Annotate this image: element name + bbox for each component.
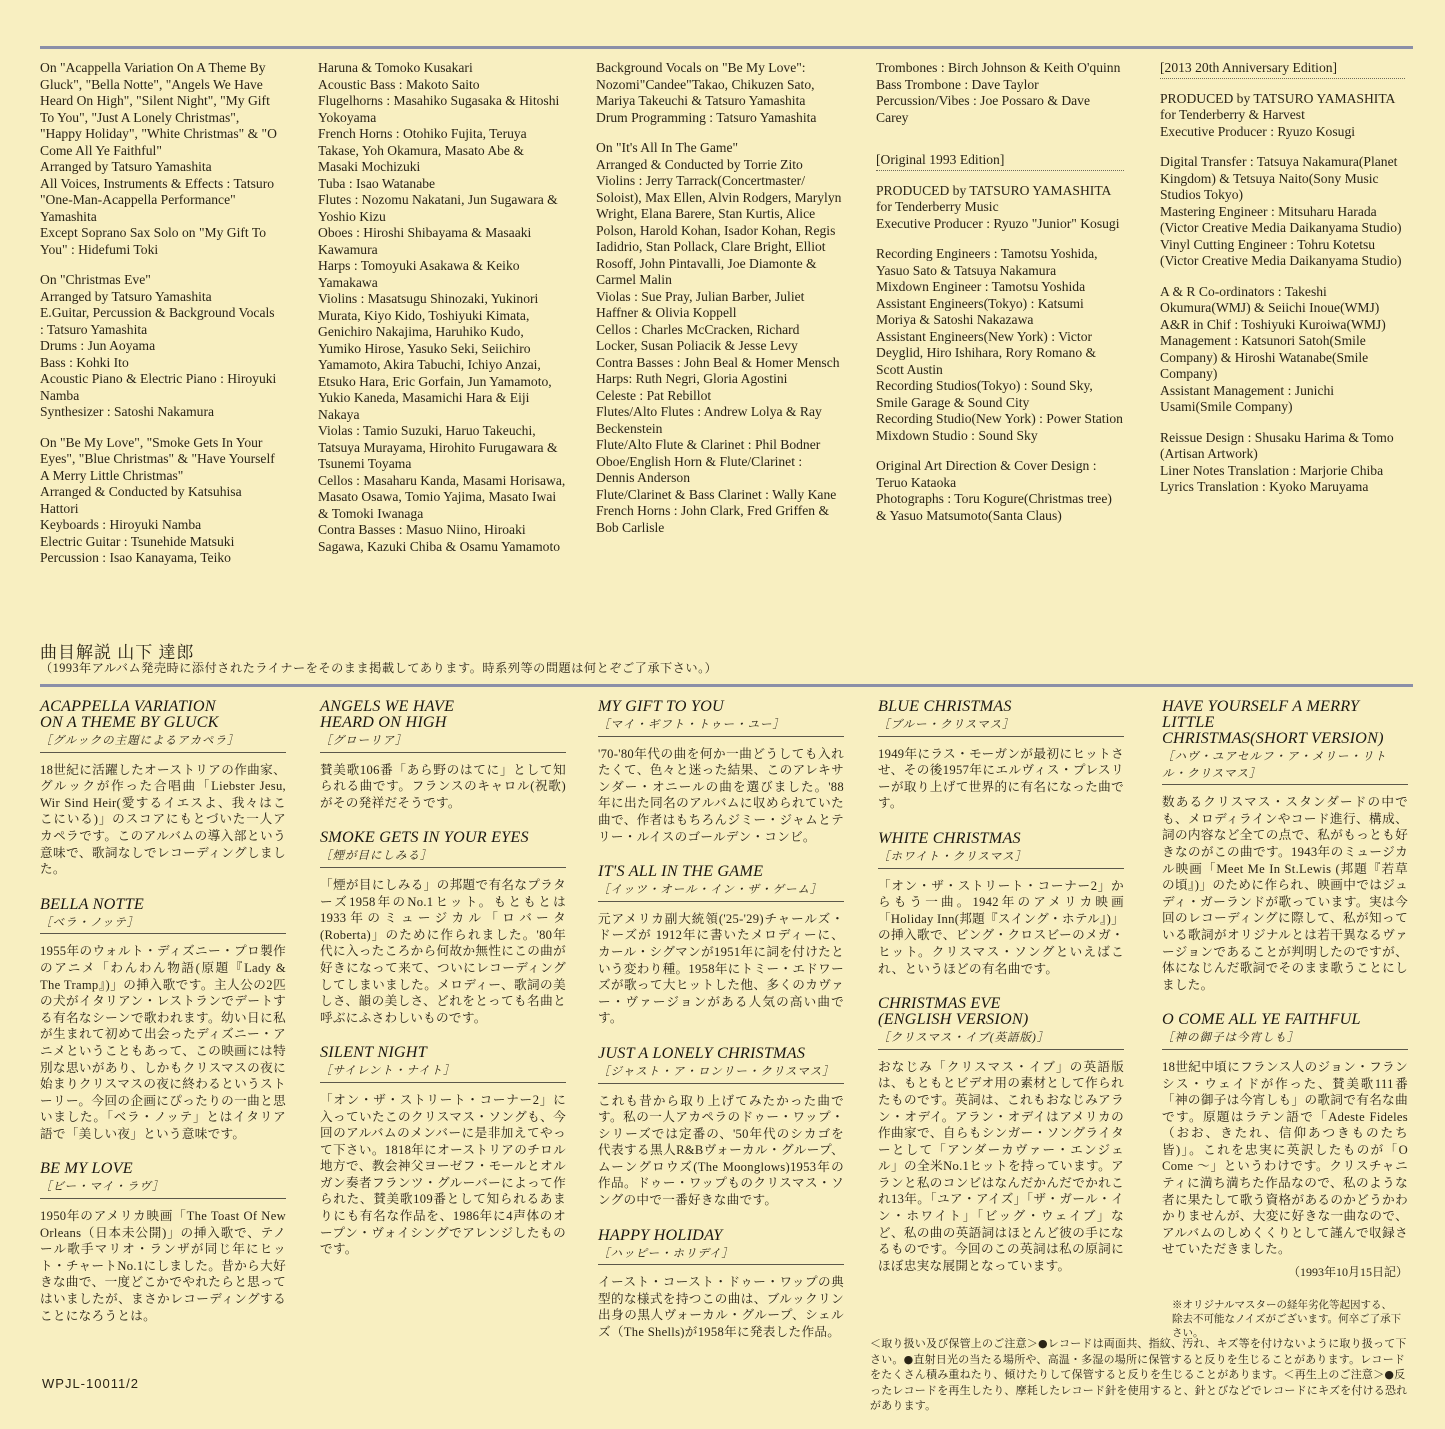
- credits-paragraph: Original Art Direction & Cover Design : Teruo Kataoka Photographs : Toru Kogure(Christmas tree) & Yasuo Matsumoto(Santa Claus): [876, 458, 1112, 523]
- credits-paragraph: Background Vocals on "Be My Love": Nozomi"Candee"Takao, Chikuzen Sato, Mariya Takeuchi & Tatsuro Yamashita Drum Programming : Tatsuro Yamashita: [596, 60, 817, 125]
- song-title-japanese: ［ブルー・クリスマス］: [878, 717, 1124, 737]
- song-title-japanese: ［ハッピー・ホリデイ］: [598, 1246, 844, 1266]
- song-description: これも昔から取り上げてみたかった曲です。私の一人アカペラのドゥー・ワップ・シリーズでは定番の、'50年代のシカゴを代表する黒人R&Bヴォーカル・グループ、ムーングロウズ(The Moonglows)1953年の作品。ドゥー・ワップものクリスマス・ソングの中で一番好きな曲です。: [598, 1093, 844, 1208]
- song-note: [598, 863, 844, 1027]
- song-description: 1949年にラス・モーガンが最初にヒットさせ、その後1957年にエルヴィス・プレスリーが取り上げて世界的に有名になった曲です。: [878, 746, 1124, 811]
- song-description: 1950年のアメリカ映画「The Toast Of New Orleans（日本未公開)」の挿入歌で、テノール歌手マリオ・ランザが同じ年にヒット・チャートNo.1にしました。昔から大好きな曲で、一度どこかでやれたらと思ってはいましたが、まさかレコーディングすることになろうとは。: [40, 1209, 286, 1323]
- song-note: [1162, 1011, 1408, 1280]
- notes-subtitle: （1993年アルバム発売時に添付されたライナーをそのまま掲載してあります。時系列等の問題は何とぞご了承下さい。）: [40, 661, 718, 675]
- song-note: [878, 995, 1124, 1274]
- song-title-japanese: ［ビー・マイ・ラヴ］: [40, 1179, 286, 1199]
- notes-column-1: [40, 698, 286, 1342]
- written-date: （1993年10月15日記）: [1287, 1265, 1408, 1280]
- song-description: 18世紀に活躍したオーストリアの作曲家、グルックが作った合唱曲「Liebster Jesu, Wir Sind Heir(愛するイエスよ、我々はここにいる)」のスコアにもとづいた一人アカペラです。このアルバムの導入部という意味で、歌詞なしでレコーディングしました。: [40, 762, 286, 877]
- credits-paragraph: Haruna & Tomoko Kusakari Acoustic Bass : Makoto Saito Flugelhorns : Masahiko Sugasaka & Hitoshi Yokoyama French Horns : Otohiko Fujita, Teruya Takase, Yoh Okamura, Masato Abe & Masaki Mochizuki Tuba : Isao Watanabe Flutes : Nozomu Nakatani, Jun Sugawara & Yoshio Kizu Oboes : Hiroshi Shibayama & Masaaki Kawamura Harps : Tomoyuki Asakawa & Keiko Yamakawa Violins : Masatsugu Shinozaki, Yukinori Murata, Kiyo Kido, Toshiyuki Kimata, Genichiro Nakajima, Haruhiko Kudo, Yumiko Hirose, Yasuko Seki, Seiichiro Yamamoto, Akira Tabuchi, Ichiyo Anzai, Etsuko Hara, Eric Gorfain, Jun Yamamoto, Yukio Kaneda, Masamichi Hara & Eiji Nakaya Violas : Tamio Suzuki, Haruo Takeuchi, Tatsuya Murayama, Hirohito Furugawara & Tsunemi Toyama Cellos : Masaharu Kanda, Masami Horisawa, Masato Osawa, Tomio Yajima, Masato Iwai & Tomoki Iwanaga Contra Basses : Masuo Niino, Hiroaki Sagawa, Kazuki Chiba & Osamu Yamamoto: [318, 60, 566, 554]
- top-rule: [40, 46, 1413, 49]
- song-title-japanese: ［神の御子は今宵しも］: [1162, 1030, 1408, 1050]
- remaster-notice: ※オリジナルマスターの経年劣化等起因する、 除去不可能なノイズがございます。何卒ご了承下さい。: [1172, 1299, 1402, 1339]
- credits-column-2: [318, 60, 566, 569]
- song-description: 元アメリカ副大統領('25-'29)チャールズ・ドーズが 1912年に書いたメロディーに、カール・シグマンが1951年に詞を付けたという変わり種。1958年にトミー・エドワーズが歌って大ヒットした他、多くのカヴァー・ヴァージョンがある人気の高い曲です。: [598, 911, 844, 1026]
- song-title: JUST A LONELY CHRISTMAS: [598, 1043, 806, 1062]
- song-note: [598, 1045, 844, 1209]
- song-title-japanese: ［マイ・ギフト・トゥー・ユー］: [598, 717, 844, 737]
- song-description: '70-'80年代の曲を何か一曲どうしても入れたくて、色々と迷った結果、このアレキサンダー・オニールの曲を選びました。'88年に出た同名のアルバムに収められていた曲で、作者はもちろんジミー・ジャムとテリー・ルイスのゴールデン・コンビ。: [598, 746, 844, 844]
- song-title-japanese: ［グルックの主題によるアカペラ］: [40, 733, 286, 753]
- notes-column-3: [598, 698, 844, 1359]
- song-title: BELLA NOTTE: [40, 894, 145, 913]
- credits-paragraph: A & R Co-ordinators : Takeshi Okumura(WMJ) & Seiichi Inoue(WMJ) A&R in Chif : Toshiyuki Kuroiwa(WMJ) Management : Katsunori Satoh(Smile Company) & Hiroshi Watanabe(Smile Company) Assistant Management : Junichi Usami(Smile Company): [1160, 283, 1386, 414]
- song-note: [40, 698, 286, 878]
- credits-paragraph: PRODUCED by TATSURO YAMASHITA for Tenderberry & Harvest Executive Producer : Ryuzo Kosugi: [1160, 90, 1396, 139]
- edition-heading-original: [Original 1993 Edition]: [876, 152, 1124, 171]
- credits-column-5: [1160, 60, 1405, 510]
- song-description: おなじみ「クリスマス・イブ」の英語版は、もともとビデオ用の素材として作られたものです。英詞は、これもおなじみアラン・オデイ。アラン・オデイはアメリカの作曲家で、自らもシンガー・ソングライターとして「アンダーカヴァー・エンジェル」の全米No.1ヒットを持っています。アランと私のコンビはなんだかんだでかれこれ13年。「ユア・アイズ」「ザ・ガール・イン・ホワイト」「ビッグ・ウェイブ」など、私の曲の英語詞はほとんど彼の手になるものです。今回のこの英詞は私の原詞にほぼ忠実な展開となっています。: [878, 1059, 1124, 1273]
- song-title-japanese: ［ホワイト・クリスマス］: [878, 849, 1124, 869]
- song-title-japanese: ［クリスマス・イブ(英語版)］: [878, 1030, 1124, 1050]
- song-title-japanese: ［グローリア］: [320, 733, 566, 753]
- song-title-japanese: ［ハヴ・ユアセルフ・ア・メリー・リトル・クリスマス］: [1162, 749, 1408, 785]
- song-description: イースト・コースト・ドゥー・ワップの典型的な様式を持つこの曲は、ブルックリン出身の黒人ヴォーカル・グループ、シェルズ（The Shells)が1958年に発表した作品。: [598, 1275, 844, 1340]
- notes-title: 曲目解説 山下 達郎: [40, 643, 195, 662]
- credits-paragraph: On "Be My Love", "Smoke Gets In Your Eyes", "Blue Christmas" & "Have Yourself A Merry Little Christmas" Arranged & Conducted by Katsuhisa Hattori Keyboards : Hiroyuki Namba Electric Guitar : Tsunehide Matsuki Percussion : Isao Kanayama, Teiko: [40, 434, 275, 565]
- credits-paragraph: Recording Engineers : Tamotsu Yoshida, Yasuo Sato & Tatsuya Nakamura Mixdown Engineer : Tamotsu Yoshida Assistant Engineers(Tokyo) : Katsumi Moriya & Satoshi Nakazawa Assistant Engineers(New York) : Victor Deyglid, Hiro Ishihara, Rory Romano & Scott Austin Recording Studios(Tokyo) : Sound Sky, Smile Garage & Sound City Recording Studio(New York) : Power Station Mixdown Studio : Sound Sky: [876, 246, 1123, 443]
- song-note: [320, 698, 566, 811]
- song-note: [598, 1227, 844, 1341]
- song-title: SILENT NIGHT: [320, 1043, 427, 1062]
- song-note: [598, 698, 844, 845]
- song-title-japanese: ［サイレント・ナイト］: [320, 1063, 566, 1083]
- song-description: 「煙が目にしみる」の邦題で有名なプラターズ1958年のNo.1ヒット。もともとは 1933年のミュージカル「ロバータ(Roberta)」のために作られました。'80年代に入ったころから何故か無性にこの曲が好きになって来て、ついにレコーディングしてしまいました。メロディー、歌詞の美しさ、韻の美しさ、どれをとっても名曲と呼ぶにふさわしいものです。: [320, 877, 566, 1025]
- song-note: [40, 896, 286, 1143]
- credits-paragraph: Reissue Design : Shusaku Harima & Tomo (Artisan Artwork) Liner Notes Translation : Marjorie Chiba Lyrics Translation : Kyoko Maruyama: [1160, 429, 1394, 494]
- notes-column-5: [1162, 698, 1408, 1341]
- credits-paragraph: Digital Transfer : Tatsuya Nakamura(Planet Kingdom) & Tetsuya Naito(Sony Music Studios Tokyo) Mastering Engineer : Mitsuharu Harada (Victor Creative Media Daikanyama Studio) Vinyl Cutting Engineer : Tohru Kotetsu (Victor Creative Media Daikanyama Studio): [1160, 154, 1402, 268]
- song-title: SMOKE GETS IN YOUR EYES: [320, 828, 529, 847]
- credits-paragraph: PRODUCED by TATSURO YAMASHITA for Tenderberry Music Executive Producer : Ryuzo "Junior" Kosugi: [876, 182, 1120, 231]
- song-title: BE MY LOVE: [40, 1159, 133, 1178]
- song-description: 数あるクリスマス・スタンダードの中でも、メロディラインやコード進行、構成、詞の内容など全ての点で、私がもっとも好きなのがこの曲です。1943年のミュージカル映画「Meet Me In St.Lewis (邦題『若草の頃』)」のために作られ、映画中ではジュディ・ガーランドが歌っています。実は今回のレコーディングに際して、私が知っている歌詞がオリジナルとは若干異なるヴァージョンであることが判明したのですが、体になじんだ歌詞でそのまま歌うことにしました。: [1162, 795, 1408, 992]
- song-note: [878, 698, 1124, 812]
- song-title: ACAPPELLA VARIATION ON A THEME BY GLUCK: [40, 697, 219, 731]
- middle-rule: [40, 684, 1413, 687]
- song-note: [320, 829, 566, 1026]
- edition-heading-anniversary: [2013 20th Anniversary Edition]: [1160, 60, 1405, 79]
- credits-section: [40, 60, 1412, 580]
- song-title: MY GIFT TO YOU: [598, 697, 724, 715]
- song-title: ANGELS WE HAVE HEARD ON HIGH: [320, 697, 455, 731]
- song-title: IT'S ALL IN THE GAME: [598, 862, 764, 881]
- credits-column-3: [596, 60, 844, 550]
- catalog-number: WPJL-10011/2: [42, 1376, 140, 1391]
- song-title: O COME ALL YE FAITHFUL: [1162, 1010, 1361, 1029]
- song-description: 「オン・ザ・ストリート・コーナー2」に入っていたこのクリスマス・ソングも、今回のアルバムのメンバーに是非加えてやって下さい。1818年にオーストリアのチロル地方で、教会神父ヨーゼフ・モールとオルガン奏者フランツ・グルーバーによって作られた、賛美歌109番として知られるあまりにも有名な作品を、1986年に4声体のオープン・ヴォイシングでアレンジしたものです。: [320, 1092, 566, 1257]
- song-title-japanese: ［煙が目にしみる］: [320, 848, 566, 868]
- handling-care-notice: ＜取り扱い及び保管上のご注意＞●レコードは両面共、指紋、汚れ、キズ等を付けないように取り扱って下さい。●直射日光の当たる場所や、高温・多湿の場所に保管すると反りを生じることがあります。レコードをたくさん積み重ねたり、傾けたりして保管すると反りを生じることがあります。＜再生上のご注意＞●反ったレコードを再生したり、摩耗したレコード針を使用すると、針とびなどでレコードにキズを付ける恐れがあります。: [870, 1337, 1408, 1412]
- song-title: BLUE CHRISTMAS: [878, 697, 1012, 715]
- notes-column-2: [320, 698, 566, 1276]
- song-note: [320, 1044, 566, 1258]
- credits-paragraph: On "Acappella Variation On A Theme By Gluck", "Bella Notte", "Angels We Have Heard On High", "Silent Night", "My Gift To You", "Just A Lonely Christmas", "Happy Holiday", "White Christmas" & "O Come All Ye Faithful" Arranged by Tatsuro Yamashita All Voices, Instruments & Effects : Tatsuro "One-Man-Acappella Performance" Yamashita Except Soprano Sax Solo on "My Gift To You" : Hidefumi Toki: [40, 60, 277, 257]
- credits-paragraph: On "Christmas Eve" Arranged by Tatsuro Yamashita E.Guitar, Percussion & Background Vocals : Tatsuro Yamashita Drums : Jun Aoyama Bass : Kohki Ito Acoustic Piano & Electric Piano : Hiroyuki Namba Synthesizer : Satoshi Nakamura: [40, 272, 277, 419]
- song-description: 1955年のウォルト・ディズニー・プロ製作のアニメ「わんわん物語(原題『Lady & The Tramp』)」の挿入歌です。主人公の2匹の犬がイタリアン・レストランでデートする有名なシーンで歌われます。幼い日に私が生まれて初めて出会ったディズニー・アニメということもあって、この映画には特別な思いがあり、しかもクリスマスの夜に始まりクリスマスの夜に終わるというストーリー。今回の企画にぴったりの一曲と思いました。「ベラ・ノッテ」とはイタリア語で「美しい夜」という意味です。: [40, 944, 286, 1141]
- song-title-japanese: ［イッツ・オール・イン・ザ・ゲーム］: [598, 882, 844, 902]
- song-title: HAVE YOURSELF A MERRY LITTLE CHRISTMAS(SHORT VERSION): [1162, 697, 1384, 747]
- notes-column-4: [878, 698, 1124, 1292]
- credits-paragraph: On "It's All In The Game" Arranged & Conducted by Torrie Zito Violins : Jerry Tarrack(Concertmaster/ Soloist), Max Ellen, Alvin Rodgers, Marylyn Wright, Elana Barere, Stan Kurtis, Alice Polson, Harold Kohan, Isador Kohan, Regis Iadidrio, Stan Pollack, Clare Bright, Elliot Rosoff, John Pintavalli, Joe Diamonte & Carmel Malin Violas : Sue Pray, Julian Barber, Juliet Haffner & Olivia Koppell Cellos : Charles McCracken, Richard Locker, Susan Poliacik & Jesse Levy Contra Basses : John Beal & Homer Mensch Harps: Ruth Negri, Gloria Agostini Celeste : Pat Rebillot Flutes/Alto Flutes : Andrew Lolya & Ray Beckenstein Flute/Alto Flute & Clarinet : Phil Bodner Oboe/English Horn & Flute/Clarinet : Dennis Anderson Flute/Clarinet & Bass Clarinet : Wally Kane French Horns : John Clark, Fred Griffen & Bob Carlisle: [596, 140, 842, 535]
- song-title: HAPPY HOLIDAY: [598, 1225, 723, 1244]
- song-description: 「オン・ザ・ストリート・コーナー2」からもう一曲。1942年のアメリカ映画「Holiday Inn(邦題『スイング・ホテル』)」の挿入歌で、ビング・クロスビーのメガ・ヒット。クリスマス・ソングといえばこれ、というほどの有名曲です。: [878, 878, 1124, 976]
- song-description: 18世紀中頃にフランス人のジョン・フランシス・ウェイドが作った、賛美歌111番「神の御子は今宵しも」の歌詞で有名な曲です。原題はラテン語で「Adeste Fideles（おお、きたれ、信仰あつきものたち皆)」。これを忠実に英訳したものが「O Come ～」というわけです。クリスチャニティに満ち満ちた作品なので、私のような者に果たして歌う資格があるのかどうかわかりませんが、大変に好きな一曲なので、アルバムのしめくくりとして謹んで収録させていただきました。: [1162, 1059, 1408, 1257]
- song-title: WHITE CHRISTMAS: [878, 828, 1021, 847]
- credits-column-4: [876, 60, 1124, 538]
- song-description: 賛美歌106番「あら野のはてに」として知られる曲です。フランスのキャロル(祝歌)がその発祥だそうです。: [320, 762, 566, 810]
- song-note: [878, 830, 1124, 977]
- song-title: CHRISTMAS EVE (ENGLISH VERSION): [878, 994, 1029, 1029]
- song-title-japanese: ［ベラ・ノッテ］: [40, 915, 286, 935]
- credits-column-1: [40, 60, 280, 581]
- liner-notes-section: [40, 698, 1412, 1388]
- song-note: [40, 1160, 286, 1324]
- credits-paragraph: Trombones : Birch Johnson & Keith O'quinn Bass Trombone : Dave Taylor Percussion/Vibes : Joe Possaro & Dave Carey: [876, 60, 1121, 125]
- song-title-japanese: ［ジャスト・ア・ロンリー・クリスマス］: [598, 1064, 844, 1084]
- song-note: [1162, 698, 1408, 993]
